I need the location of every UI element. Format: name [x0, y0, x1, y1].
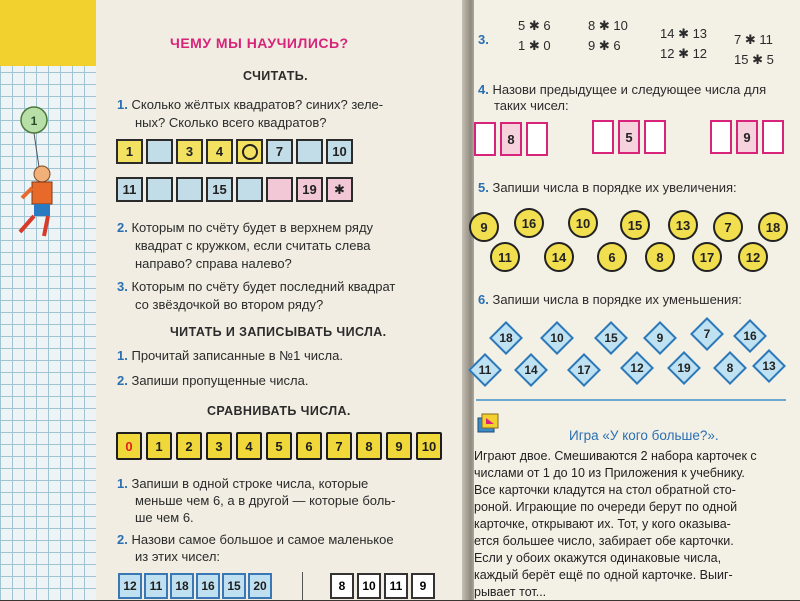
task-number: 3.: [117, 279, 128, 294]
number-card: 4: [236, 432, 262, 460]
circle-mark-icon: [242, 144, 258, 160]
number-square: [296, 139, 323, 164]
task5-text: [478, 178, 737, 198]
number-circle: 6: [597, 242, 627, 272]
task-number: 1.: [117, 97, 128, 112]
diamond-number: 13: [762, 359, 776, 373]
number-circle: 10: [568, 208, 598, 238]
compare-expression: 1 ✱ 0: [518, 38, 551, 53]
compare-expression: 9 ✱ 6: [588, 38, 621, 53]
task2-line2: квадрат с кружком, если считать слева: [135, 238, 371, 253]
number-circle: 11: [490, 242, 520, 272]
page-title: ЧЕМУ МЫ НАУЧИЛИСЬ?: [170, 35, 349, 51]
balloon-number: 1: [30, 114, 38, 128]
grid-margin: [0, 0, 96, 600]
empty-answer-box: [474, 122, 496, 156]
game-rules-line: числами от 1 до 10 из Приложения к учебнику.: [474, 466, 745, 480]
diamond-number: 17: [577, 363, 591, 377]
diamond-number: 14: [524, 363, 538, 377]
task-number: 1.: [117, 476, 128, 491]
task-line: Сколько жёлтых квадратов? синих? зеле-: [131, 97, 384, 112]
diamond-number: 7: [703, 327, 711, 341]
number-square: 11: [116, 177, 143, 202]
number-circle: 14: [544, 242, 574, 272]
task3-line2: со звёздочкой во втором ряду?: [135, 297, 324, 312]
task-line: Которым по счёту будет последний квадрат: [131, 279, 396, 294]
white-number-group: [330, 573, 435, 599]
task-number: 5.: [478, 180, 489, 195]
game-rules-line: рывает тот...: [474, 585, 547, 599]
task-number: 1.: [117, 348, 128, 363]
task-line: Назови предыдущее и следующее числа для: [492, 82, 767, 97]
task-line: Назови самое большое и самое маленькое: [131, 532, 394, 547]
number-square: 4: [206, 139, 233, 164]
number-circle: 17: [692, 242, 722, 272]
boy-with-balloon-illustration: [4, 104, 64, 254]
number-card-blue: 11: [144, 573, 168, 599]
number-square: 1: [116, 139, 143, 164]
compare-expression: 7 ✱ 11: [734, 32, 773, 47]
neighbor-value-box: 9: [736, 120, 758, 154]
number-card: 5: [266, 432, 292, 460]
neighbor-value-box: 5: [618, 120, 640, 154]
game-rules-line: ется большее число, забирает обе карточки.: [474, 534, 734, 548]
number-card-blue: 20: [248, 573, 272, 599]
number-square: 3: [176, 139, 203, 164]
diamond-number: 8: [726, 361, 734, 375]
number-card-blue: 18: [170, 573, 194, 599]
task3-text: [117, 277, 395, 297]
task1-line2: ных? Сколько всего квадратов?: [135, 115, 327, 130]
game-rules-line: каждый берёт ещё по одной карточке. Выиг-: [474, 568, 733, 582]
task-number: 2.: [117, 373, 128, 388]
diamond-number: 15: [604, 331, 618, 345]
number-card: 9: [386, 432, 412, 460]
section-heading-count: СЧИТАТЬ.: [243, 69, 309, 83]
number-square: 19: [296, 177, 323, 202]
game-title: Игра «У кого больше?».: [569, 428, 719, 443]
diamond-number: 12: [630, 361, 644, 375]
game-rules-line: Играют двое. Смешиваются 2 набора карточек с: [474, 449, 757, 463]
task2-line3: направо? справа налево?: [135, 256, 292, 271]
number-square: [236, 177, 263, 202]
number-card-white: 8: [330, 573, 354, 599]
task-number: 2.: [117, 532, 128, 547]
diamond-number: 11: [478, 363, 492, 377]
compare1-line3: ше чем 6.: [135, 510, 194, 525]
number-square: 10: [326, 139, 353, 164]
number-card-white: 11: [384, 573, 408, 599]
compare-expression: 15 ✱ 5: [734, 52, 774, 67]
compare-expression: 8 ✱ 10: [588, 18, 628, 33]
compare-expression: 14 ✱ 13: [660, 26, 708, 41]
compare-expression: 12 ✱ 12: [660, 46, 708, 61]
empty-answer-box: [526, 122, 548, 156]
diamond-number: 10: [550, 331, 564, 345]
number-card-blue: 12: [118, 573, 142, 599]
empty-answer-box: [592, 120, 614, 154]
number-card-white: 10: [357, 573, 381, 599]
task-number: 6.: [478, 292, 489, 307]
diamond-number: 16: [743, 329, 757, 343]
game-rules-line: карточке, открывают их. Тот, у кого оказыва-: [474, 517, 731, 531]
number-circle: 12: [738, 242, 768, 272]
number-card: 6: [296, 432, 322, 460]
number-circle: 7: [713, 212, 743, 242]
group-divider: [302, 572, 303, 600]
number-square: 15: [206, 177, 233, 202]
number-card: 2: [176, 432, 202, 460]
number-circle: 16: [514, 208, 544, 238]
number-card-white: 9: [411, 573, 435, 599]
task-line: Которым по счёту будет в верхнем ряду: [131, 220, 374, 235]
section-heading-compare: СРАВНИВАТЬ ЧИСЛА.: [207, 404, 351, 418]
blue-number-group: [118, 573, 272, 599]
number-circle: 18: [758, 212, 788, 242]
game-rules-line: роной. Играющие по очереди берут по одной: [474, 500, 738, 514]
number-square: ✱: [326, 177, 353, 202]
game-cards-icon: [476, 412, 500, 436]
task-line: Запиши пропущенные числа.: [131, 373, 309, 388]
number-square: [236, 139, 263, 164]
number-card-blue: 16: [196, 573, 220, 599]
task4-line2: таких чисел:: [494, 98, 569, 113]
task-number: 2.: [117, 220, 128, 235]
number-square: 7: [266, 139, 293, 164]
number-card: 8: [356, 432, 382, 460]
number-square: [266, 177, 293, 202]
squares-row-bottom: [116, 177, 353, 202]
number-circle: 15: [620, 210, 650, 240]
compare1-line2: меньше чем 6, а в другой — которые боль-: [135, 493, 396, 508]
game-rules-line: Если у обоих окажутся одинаковые числа,: [474, 551, 722, 565]
empty-answer-box: [644, 120, 666, 154]
number-card: 3: [206, 432, 232, 460]
read1-text: [117, 346, 343, 366]
diamond-number: 19: [677, 361, 691, 375]
squares-row-top: [116, 139, 353, 164]
separator-line: [476, 399, 786, 401]
task1-text: [117, 95, 383, 115]
task-line: Прочитай записанные в №1 числа.: [131, 348, 343, 363]
task2-text: [117, 218, 373, 238]
number-card: 10: [416, 432, 442, 460]
number-square: [176, 177, 203, 202]
number-card: 1: [146, 432, 172, 460]
number-card: 7: [326, 432, 352, 460]
yellow-band: [0, 0, 96, 66]
read2-text: [117, 371, 308, 391]
number-circle: 8: [645, 242, 675, 272]
number-square: [146, 139, 173, 164]
number-circle: 13: [668, 210, 698, 240]
task-number: 4.: [478, 82, 489, 97]
section-heading-read: ЧИТАТЬ И ЗАПИСЫВАТЬ ЧИСЛА.: [170, 325, 387, 339]
empty-answer-box: [710, 120, 732, 154]
compare2-line2: из этих чисел:: [135, 549, 221, 564]
empty-answer-box: [762, 120, 784, 154]
task-line: Запиши числа в порядке их увеличения:: [492, 180, 737, 195]
number-square: [146, 177, 173, 202]
task-line: Запиши числа в порядке их уменьшения:: [492, 292, 742, 307]
diamond-number: 9: [656, 331, 664, 345]
number-card: 0: [116, 432, 142, 460]
task-line: Запиши в одной строке числа, которые: [131, 476, 369, 491]
neighbor-value-box: 8: [500, 122, 522, 156]
compare-expression: 5 ✱ 6: [518, 18, 551, 33]
diamond-number: 18: [499, 331, 513, 345]
number-card-blue: 15: [222, 573, 246, 599]
task3-number-right: 3.: [478, 32, 489, 47]
number-line-cards: [116, 432, 442, 460]
game-rules-line: Все карточки кладутся на стол обратной сто-: [474, 483, 736, 497]
number-circle: 9: [469, 212, 499, 242]
task6-text: [478, 290, 742, 310]
